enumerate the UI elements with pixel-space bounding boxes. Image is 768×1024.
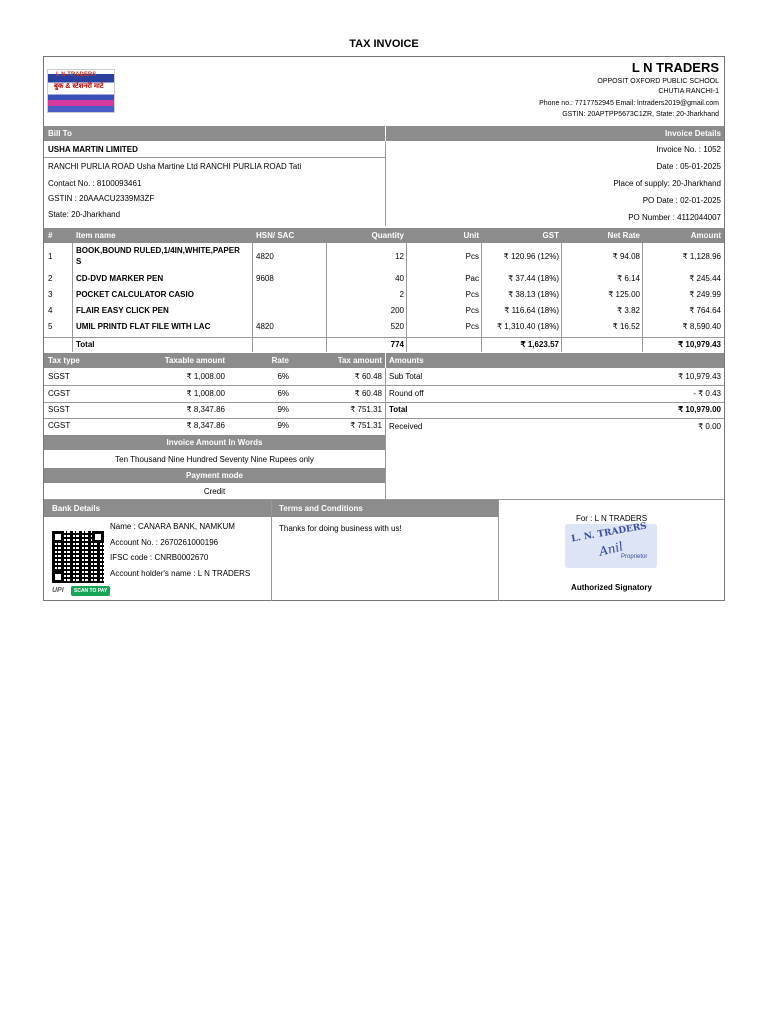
bank-ifsc: IFSC code : CNRB0002670 [110,553,209,562]
amounts-header: Amounts [386,353,724,368]
tax-row: SGST ₹ 1,008.00 6% ₹ 60.48 [48,372,382,381]
tax-row: CGST ₹ 8,347.86 9% ₹ 751.31 [48,421,382,430]
seller-gstin: GSTIN: 20APTPP5673C1ZR, State: 20-Jharkhand [562,111,719,118]
subtotal-label: Sub Total [389,372,423,381]
signature: Anil [597,539,625,559]
payment-mode-value: Credit [203,487,226,496]
invoice-number: Invoice No. : 1052 [656,145,721,154]
bank-details-panel [44,517,271,601]
terms-header: Terms and Conditions [272,500,498,517]
items-header [44,228,724,243]
items-total-row: Total 774 ₹ 1,623.57 ₹ 10,979.43 [76,340,721,349]
bill-to-gstin: GSTIN : 20AAACU2339M3ZF [48,194,155,203]
bill-to-header: Bill To [44,126,385,141]
grand-total-label: Total [389,405,408,414]
col-quantity: Quantity [371,231,404,240]
po-number: PO Number : 4112044007 [628,213,721,222]
signatory-panel [499,500,724,601]
seller-contact: Phone no.: 7717752945 Email: lntraders2019@gmail.com [539,100,719,107]
terms-text: Thanks for doing business with us! [279,524,402,533]
invoice-frame [43,56,725,601]
col-amount: Amount [690,231,721,240]
logo-name: L N TRADERS [56,72,97,78]
words-header: Invoice Amount In Words [44,435,385,450]
item-row: 2 CD-DVD MARKER PEN 9608 40 Pac ₹ 37.44 (18%) ₹ 6.14 ₹ 245.44 [48,274,721,283]
bank-name: Name : CANARA BANK, NAMKUM [110,522,235,531]
received-value: ₹ 0.00 [698,422,721,431]
logo-subtitle: बुक & स्टेशनरी मार्ट [54,83,104,90]
bank-details-header: Bank Details [44,500,271,517]
received-label: Received [389,422,423,431]
place-of-supply: Place of supply: 20-Jharkhand [613,179,721,188]
item-row: 5 UMIL PRINTD FLAT FILE WITH LAC 4820 520 Pcs ₹ 1,310.40 (18%) ₹ 16.52 ₹ 8,590.40 [48,322,721,331]
seller-address-2: CHUTIA RANCHI-1 [658,88,719,95]
grand-total-value: ₹ 10,979.00 [678,405,721,414]
seller-name: L N TRADERS [631,60,719,75]
item-row: 4 FLAIR EASY CLICK PEN 200 Pcs ₹ 116.64 (18%) ₹ 3.82 ₹ 764.64 [48,306,721,315]
bank-holder: Account holder's name : L N TRADERS [110,569,251,578]
bill-to-address: RANCHI PURLIA ROAD Usha Martine Ltd RANCHI PURLIA ROAD Tati [48,162,302,171]
col-unit: Unit [463,231,479,240]
for-company: For : L N TRADERS [575,514,648,523]
authorized-signatory-label: Authorized Signatory [571,583,652,592]
tax-row: CGST ₹ 1,008.00 6% ₹ 60.48 [48,389,382,398]
upi-logo: UPI [52,587,64,594]
scan-to-pay-badge: SCAN TO PAY [71,586,110,596]
tax-header: Tax type Taxable amount Rate Tax amount [44,353,385,368]
company-stamp: L. N. TRADERS Anil Proprietor [565,524,657,568]
item-row: 1 BOOK,BOUND RULED,1/4IN,WHITE,PAPER S 4820 12 Pcs ₹ 120.96 (12%) ₹ 94.08 ₹ 1,128.96 [48,246,721,266]
col-hsn: HSN/ SAC [256,231,295,240]
bank-account: Account No. : 2670261000196 [110,538,219,547]
po-date: PO Date : 02-01-2025 [642,196,721,205]
item-row: 3 POCKET CALCULATOR CASIO 2 Pcs ₹ 38.13 (18%) ₹ 125.00 ₹ 249.99 [48,290,721,299]
bill-to-name: USHA MARTIN LIMITED [48,145,138,154]
seller-address-1: OPPOSIT OXFORD PUBLIC SCHOOL [597,78,719,85]
payment-mode-header: Payment mode [44,468,385,483]
col-item-name: Item name [76,231,116,240]
bill-to-contact: Contact No. : 8100093461 [48,179,142,188]
upi-qr-code [52,531,104,583]
seller-logo [47,69,115,113]
col-net-rate: Net Rate [607,231,640,240]
page-title: TAX INVOICE [349,38,419,50]
amount-in-words: Ten Thousand Nine Hundred Seventy Nine Rupees only [115,455,314,464]
bill-to-state: State: 20-Jharkhand [48,210,121,219]
col-gst: GST [542,231,559,240]
col-no: # [48,231,53,240]
invoice-details-header: Invoice Details [386,126,724,141]
roundoff-label: Round off [389,389,424,398]
invoice-date: Date : 05-01-2025 [656,162,721,171]
subtotal-value: ₹ 10,979.43 [678,372,721,381]
tax-row: SGST ₹ 8,347.86 9% ₹ 751.31 [48,405,382,414]
roundoff-value: - ₹ 0.43 [693,389,721,398]
